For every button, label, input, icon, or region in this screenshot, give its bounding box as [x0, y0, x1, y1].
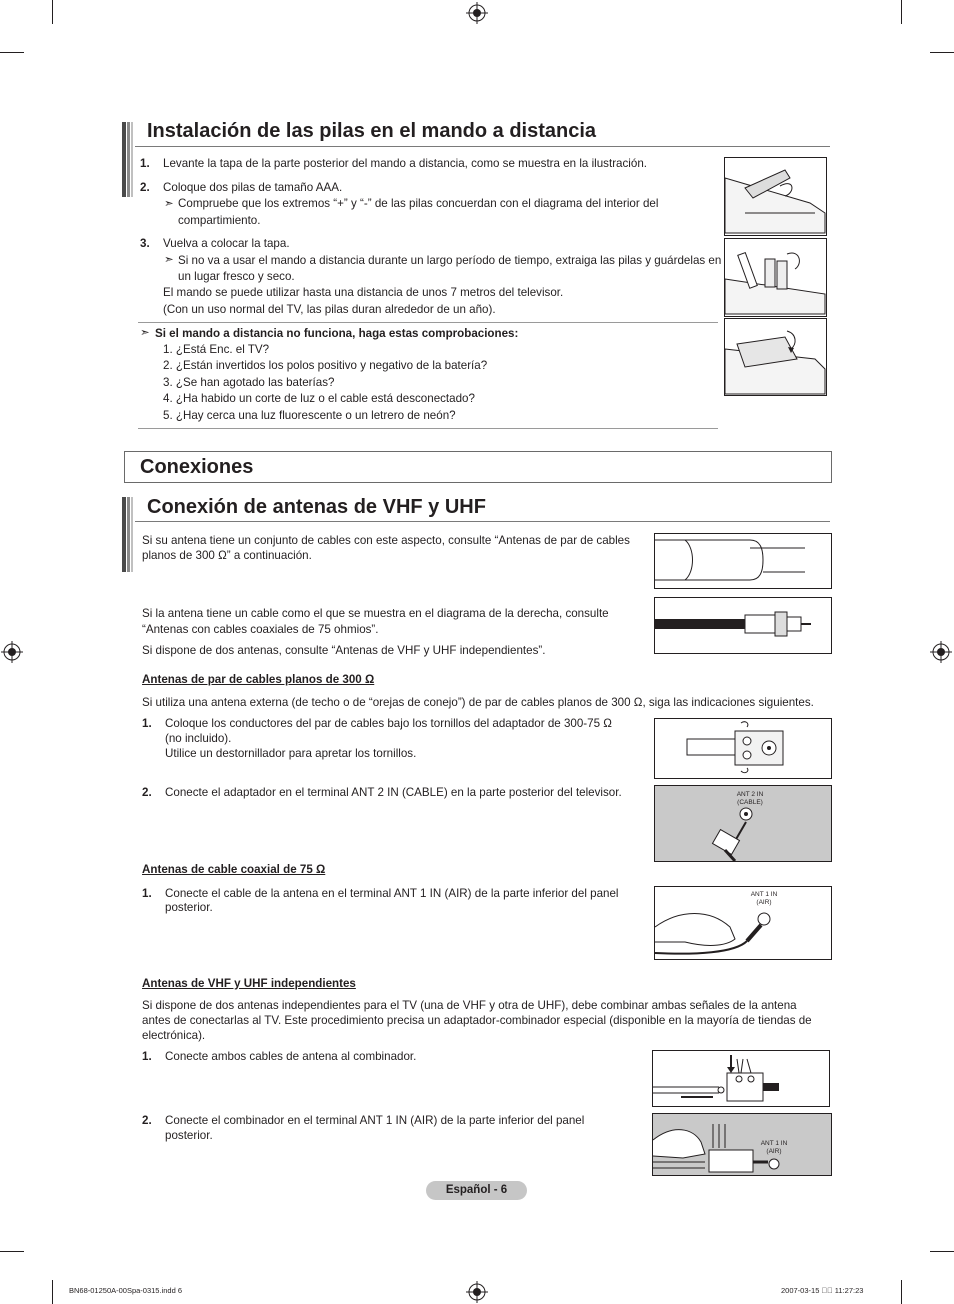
- check-item: 4. ¿Ha habido un corte de luz o el cable está desconectado?: [163, 392, 475, 405]
- step-text: Vuelva a colocar la tapa.: [163, 237, 290, 250]
- port-label: (AIR): [756, 899, 772, 906]
- step-number: 2.: [142, 1114, 152, 1127]
- section-accent-bar: [122, 497, 134, 572]
- crop-mark: [930, 1251, 954, 1252]
- step-text: (no incluido).: [165, 732, 232, 745]
- twin-lead-cable-figure: [654, 533, 832, 589]
- crop-mark: [52, 1280, 53, 1304]
- port-label: (AIR): [766, 1148, 782, 1155]
- title-underline: [135, 146, 830, 147]
- combiner-figure: [652, 1050, 830, 1107]
- step-text: Conecte el adaptador en el terminal ANT 2 IN (CABLE) en la parte posterior del televisor.: [165, 786, 622, 799]
- body-text: electrónica).: [142, 1029, 206, 1042]
- note-arrow-icon: ➣: [164, 253, 174, 266]
- step-number: 2.: [142, 786, 152, 799]
- step-text: Levante la tapa de la parte posterior del mando a distancia, como se muestra en la ilustración.: [163, 157, 647, 170]
- step-number: 3.: [140, 237, 150, 250]
- crop-mark: [930, 52, 954, 53]
- step-number: 2.: [140, 181, 150, 194]
- check-item: 2. ¿Están invertidos los polos positivo y negativo de la batería?: [163, 359, 488, 372]
- remote-cover-close-figure: [724, 318, 827, 396]
- body-text: Si utiliza una antena externa (de techo o de “orejas de conejo”) de par de cables planos de 300 Ω, siga las indicaciones siguientes.: [142, 696, 814, 709]
- step-text: posterior.: [165, 1129, 213, 1142]
- note-arrow-icon: ➣: [164, 197, 174, 210]
- body-text: Si dispone de dos antenas independientes para el TV (una de VHF y otra de UHF), debe combinar ambas señales de la antena: [142, 999, 797, 1012]
- step-number: 1.: [142, 1050, 152, 1063]
- divider: [138, 322, 718, 323]
- combiner-ant1-figure: [652, 1113, 832, 1176]
- registration-mark-icon: [466, 2, 488, 24]
- check-item: 1. ¿Está Enc. el TV?: [163, 343, 270, 356]
- step-text: Conecte ambos cables de antena al combinador.: [165, 1050, 417, 1063]
- step-text: Coloque los conductores del par de cables bajo los tornillos del adaptador de 300-75 Ω: [165, 717, 612, 730]
- step-text: Conecte el combinador en el terminal ANT 1 IN (AIR) de la parte inferior del panel: [165, 1114, 585, 1127]
- subsection-heading: Antenas de cable coaxial de 75 Ω: [142, 863, 326, 876]
- crop-mark: [0, 52, 24, 53]
- note-text: Si no va a usar el mando a distancia durante un largo período de tiempo, extraiga las pilas y guárdelas en: [178, 254, 722, 267]
- step-number: 1.: [142, 717, 152, 730]
- divider: [138, 428, 718, 429]
- step-number: 1.: [140, 157, 150, 170]
- step-text: posterior.: [165, 901, 213, 914]
- footer-file: BN68-01250A-00Spa-0315.indd 6: [69, 1286, 183, 1295]
- step-text: Conecte el cable de la antena en el terminal ANT 1 IN (AIR) de la parte inferior del panel: [165, 887, 619, 900]
- registration-mark-icon: [930, 641, 952, 663]
- info-text: El mando se puede utilizar hasta una distancia de unos 7 metros del televisor.: [163, 286, 564, 299]
- port-label: ANT 2 IN: [736, 791, 764, 798]
- note-text: Compruebe que los extremos “+” y “-” de las pilas concuerdan con el diagrama del interior del: [178, 197, 659, 210]
- info-text: (Con un uso normal del TV, las pilas duran alrededor de un año).: [163, 303, 496, 316]
- subsection-heading: Antenas de VHF y UHF independientes: [142, 977, 356, 990]
- body-text: antes de conectarlas al TV. Este procedimiento precisa un adaptador-combinador especial (disponible en la mayoría de tiendas de: [142, 1014, 812, 1027]
- registration-mark-icon: [466, 1281, 488, 1303]
- intro-text: “Antenas con cables coaxiales de 75 ohmios”.: [142, 623, 379, 636]
- crop-mark: [901, 1280, 902, 1304]
- step-text: Coloque dos pilas de tamaño AAA.: [163, 181, 343, 194]
- check-item: 3. ¿Se han agotado las baterías?: [163, 376, 335, 389]
- note-text: un lugar fresco y seco.: [178, 270, 295, 283]
- page-number-badge: Español - 6: [426, 1181, 527, 1200]
- note-arrow-icon: ➣: [140, 326, 150, 339]
- step-text: Utilice un destornillador para apretar los tornillos.: [165, 747, 417, 760]
- section-title: Conexión de antenas de VHF y UHF: [147, 496, 486, 518]
- check-item: 5. ¿Hay cerca una luz fluorescente o un letrero de neón?: [163, 409, 456, 422]
- ant2-connection-figure: [654, 785, 832, 862]
- footer-date: 2007-03-15 ￿￿ 11:27:23: [781, 1286, 864, 1295]
- section-accent-bar: [122, 122, 134, 197]
- port-label: ANT 1 IN: [750, 891, 778, 898]
- section-title: Instalación de las pilas en el mando a distancia: [147, 120, 597, 142]
- coaxial-cable-figure: [654, 597, 832, 654]
- intro-text: Si dispone de dos antenas, consulte “Antenas de VHF y UHF independientes”.: [142, 644, 546, 657]
- intro-text: Si la antena tiene un cable como el que se muestra en el diagrama de la derecha, consulte: [142, 607, 609, 620]
- registration-mark-icon: [1, 641, 23, 663]
- subsection-heading: Antenas de par de cables planos de 300 Ω: [142, 673, 375, 686]
- crop-mark: [52, 0, 53, 24]
- adapter-figure: [654, 718, 832, 779]
- port-label: (CABLE): [737, 799, 763, 806]
- intro-text: planos de 300 Ω” a continuación.: [142, 549, 312, 562]
- ant1-coaxial-figure: [654, 886, 832, 960]
- section-title: Conexiones: [140, 456, 254, 478]
- crop-mark: [0, 1251, 24, 1252]
- remote-cover-open-figure: [724, 157, 827, 236]
- remote-batteries-figure: [724, 238, 827, 317]
- port-label: ANT 1 IN: [760, 1140, 788, 1147]
- step-number: 1.: [142, 887, 152, 900]
- crop-mark: [901, 0, 902, 24]
- check-title: Si el mando a distancia no funciona, haga estas comprobaciones:: [155, 327, 519, 340]
- note-text: compartimiento.: [178, 214, 261, 227]
- intro-text: Si su antena tiene un conjunto de cables con este aspecto, consulte “Antenas de par de cables: [142, 534, 630, 547]
- title-underline: [135, 521, 830, 522]
